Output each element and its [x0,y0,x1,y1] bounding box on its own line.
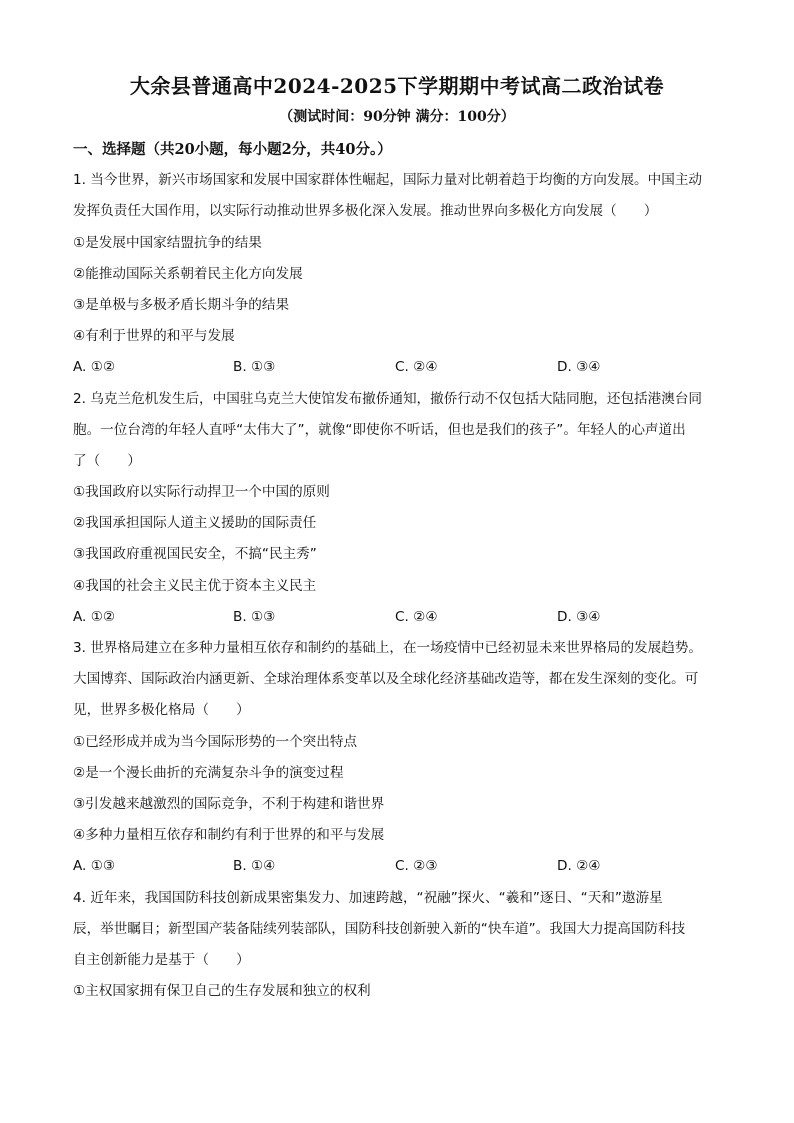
answer-choice: A. ①② [73,359,116,376]
question-stem-line: 了（ ） [73,452,141,469]
question-option: ④我国的社会主义民主优于资本主义民主 [73,577,317,594]
question-option: ①主权国家拥有保卫自己的生存发展和独立的权利 [73,983,371,1000]
question-3 [73,633,728,883]
question-2 [73,384,728,634]
question-option: ②能推动国际关系朝着民主化方向发展 [73,265,303,282]
question-list [73,165,728,1007]
answer-choice: C. ②④ [395,608,438,625]
question-stem-line: 自主创新能力是基于（ ） [73,951,250,968]
answer-choices [73,851,728,882]
answer-choice: D. ③④ [557,608,601,625]
exam-subtitle: （测试时间：90分钟 满分：100分） [279,109,515,125]
exam-content [73,134,728,1007]
answer-choice: C. ②③ [395,858,438,875]
question-option: ④多种力量相互依存和制约有利于世界的和平与发展 [73,827,385,844]
answer-choice: B. ①③ [233,608,276,625]
question-1 [73,165,728,383]
question-option: ④有利于世界的和平与发展 [73,328,235,345]
question-stem-line: 见，世界多极化格局（ ） [73,702,250,719]
answer-choice: B. ①④ [233,858,276,875]
question-option: ①是发展中国家结盟抗争的结果 [73,234,262,251]
answer-choice: B. ①③ [233,359,276,376]
answer-choice: D. ③④ [557,359,601,376]
question-option: ③引发越来越激烈的国际竞争，不利于构建和谐世界 [73,795,385,812]
answer-choice: A. ①③ [73,858,116,875]
answer-choice: A. ①② [73,608,116,625]
question-stem-line: 发挥负责任大国作用，以实际行动推动世界多极化深入发展。推动世界向多极化方向发展（ ） [73,203,658,220]
question-stem-line: 大国博弈、国际政治内涵更新、全球治理体系变革以及全球化经济基础改造等，都在发生深刻的变化。可 [73,671,699,688]
question-stem-line: 胞。一位台湾的年轻人直呼“太伟大了”，就像“即使你不听话，但也是我们的孩子”。年轻人的心声道出 [73,421,686,438]
question-stem-line: 辰，举世瞩目；新型国产装备陆续列装部队，国防科技创新驶入新的“快车道”。我国大力提高国防科技 [73,920,686,937]
question-stem-line: 1. 当今世界，新兴市场国家和发展中国家群体性崛起，国际力量对比朝着趋于均衡的方向发展。中国主动 [73,172,703,189]
answer-choice: D. ②④ [557,858,601,875]
answer-choice: C. ②④ [395,359,438,376]
question-4 [73,883,728,1008]
question-stem-line: 3. 世界格局建立在多种力量相互依存和制约的基础上，在一场疫情中已经初显未来世界格局的发展趋势。 [73,640,703,656]
question-stem-line: 2. 乌克兰危机发生后，中国驻乌克兰大使馆发布撤侨通知，撤侨行动不仅包括大陆同胞，还包括港澳台同 [73,390,703,407]
exam-title: 大余县普通高中2024-2025下学期期中考试高二政治试卷 [129,74,665,98]
question-option: ①已经形成并成为当今国际形势的一个突出特点 [73,733,358,750]
answer-choices [73,602,728,633]
question-option: ③我国政府重视国民安全，不搞“民主秀” [73,546,317,563]
question-stem-line: 4. 近年来，我国国防科技创新成果密集发力、加速跨越，“祝融”探火、“羲和”逐日、“天和”遨游星 [73,889,663,906]
question-option: ②我国承担国际人道主义援助的国际责任 [73,515,317,532]
answer-choices [73,352,728,383]
section-heading: 一、选择题（共20小题，每小题2分，共40分。） [73,141,392,158]
question-option: ③是单极与多极矛盾长期斗争的结果 [73,296,290,313]
question-option: ②是一个漫长曲折的充满复杂斗争的演变过程 [73,764,344,781]
question-option: ①我国政府以实际行动捍卫一个中国的原则 [73,484,330,501]
